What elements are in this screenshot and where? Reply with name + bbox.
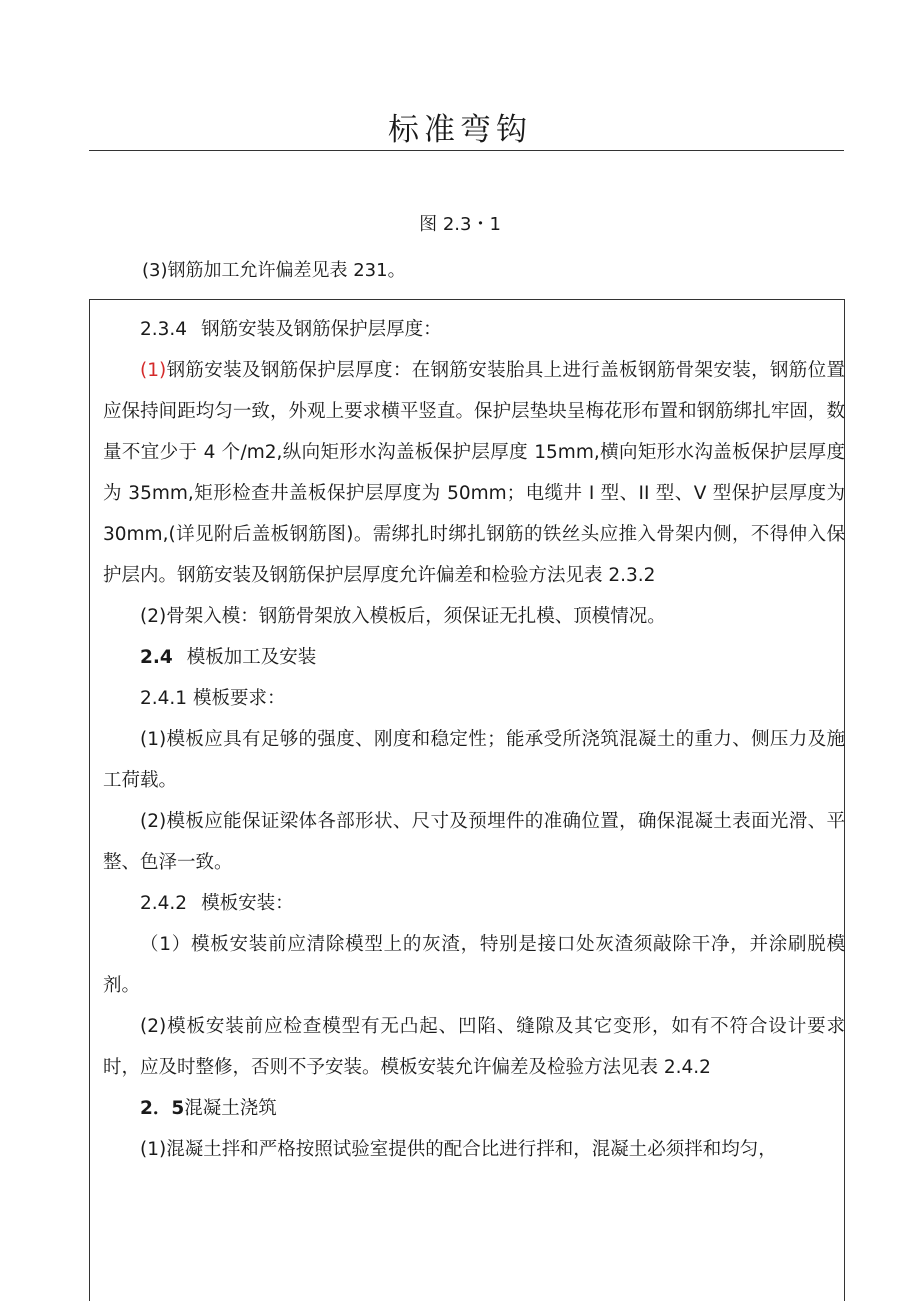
section-2-3-4-heading — [103, 309, 845, 350]
intro-paragraph: (3)钢筋加工允许偏差见表 231。 — [142, 260, 406, 281]
heading-number: 2.3.4 — [140, 319, 188, 340]
heading-text: 模板加工及安装 — [186, 647, 317, 668]
figure-caption: 图 2.3・1 — [419, 214, 501, 235]
item-marker: (1) — [140, 360, 167, 381]
heading-number: 2.4.2 — [140, 893, 188, 914]
heading-text: 钢筋安装及钢筋保护层厚度： — [201, 319, 442, 340]
section-2-5-heading — [103, 1088, 845, 1129]
section-2-3-4-item-1 — [103, 350, 845, 596]
heading-text: 模板安装： — [201, 893, 294, 914]
title-underline — [89, 150, 844, 151]
heading-number: 2.4.1 — [140, 688, 188, 709]
section-2-4-1-heading — [103, 678, 845, 719]
paragraph-text: 钢筋安装及钢筋保护层厚度：在钢筋安装胎具上进行盖板钢筋骨架安装，钢筋位置应保持间距均匀一致，外观上要求横平竖直。保护层垫块呈梅花形布置和钢筋绑扎牢固，数量不宜少于 4 个/m2,纵向矩形水沟盖板保护层厚度 15mm,横向矩形水沟盖板保护层厚度为 35mm,矩形检查井盖板保护层厚度为 50mm；电缆井 I 型、II 型、V 型保护层厚度为 30mm,(详见附后盖板钢筋图)。需绑扎时绑扎钢筋的铁丝头应推入骨架内侧，不得伸入保护层内。钢筋安装及钢筋保护层厚度允许偏差和检验方法见表 2.3.2 — [103, 360, 845, 586]
heading-text: 混凝土浇筑 — [184, 1098, 277, 1119]
section-2-4-heading — [103, 637, 845, 678]
section-2-4-2-item-1: （1）模板安装前应清除模型上的灰渣，特别是接口处灰渣须敲除干净，并涂刷脱模剂。 — [103, 934, 845, 996]
section-2-4-1-item-2: (2)模板应能保证梁体各部形状、尺寸及预埋件的准确位置，确保混凝土表面光滑、平整、色泽一致。 — [103, 811, 845, 873]
page-title: 标准弯钩 — [388, 112, 532, 148]
content-body — [103, 309, 845, 1170]
heading-text: 模板要求： — [192, 688, 286, 709]
section-2-4-2-item-2: (2)模板安装前应检查模型有无凸起、凹陷、缝隙及其它变形，如有不符合设计要求时，应及时整修，否则不予安装。模板安装允许偏差及检验方法见表 2.4.2 — [103, 1016, 845, 1078]
section-2-5-item-1: (1)混凝土拌和严格按照试验室提供的配合比进行拌和，混凝土必须拌和均匀， — [140, 1139, 777, 1160]
section-2-3-4-item-2: (2)骨架入模：钢筋骨架放入模板后，须保证无扎模、顶模情况。 — [140, 606, 666, 627]
section-2-4-2-heading — [103, 883, 845, 924]
heading-number: 2.4 — [140, 647, 173, 668]
section-2-4-1-item-1: (1)模板应具有足够的强度、刚度和稳定性；能承受所浇筑混凝土的重力、侧压力及施工荷载。 — [103, 729, 845, 791]
heading-number: 2．5 — [140, 1098, 185, 1119]
